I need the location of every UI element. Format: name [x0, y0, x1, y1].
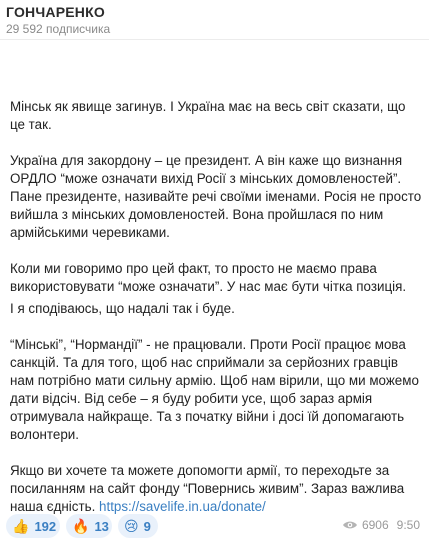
reaction-thumbs-up[interactable] — [6, 514, 60, 538]
thumbs-up-icon: 👍 — [12, 517, 30, 534]
post-paragraph: Якщо ви хочете та можете допомогти армії, то переходьте за посиланням на сайт фонду “Повернись живим”. Зараз важлива наша єдність. — [10, 463, 405, 514]
reaction-fire[interactable] — [66, 514, 112, 538]
post-paragraph: Мінськ як явище загинув. І Україна має на весь світ сказати, що це так. — [10, 99, 406, 132]
crying-face-icon: 😢 — [124, 517, 139, 534]
fire-icon: 🔥 — [72, 517, 90, 534]
subscriber-count: 29 592 подписчика — [6, 22, 111, 36]
post-paragraph: Україна для закордону – це президент. А він каже що визнання ОРДЛО “може означати вихід Росії з мінських домовленостей”. Пане президенте, називайте речі своїми іменами. Росія не просто вийшла з мінських домовленостей. Вона пройшлася по ним армійськими черевиками. — [10, 153, 422, 240]
eye-icon — [342, 520, 358, 530]
post-paragraph: І я сподіваюсь, що надалі так і буде. — [10, 301, 235, 316]
reaction-count: 13 — [94, 518, 109, 534]
reaction-count: 9 — [143, 518, 151, 534]
reaction-crying[interactable] — [118, 514, 158, 538]
post-body — [10, 98, 422, 534]
post-paragraph: Коли ми говоримо про цей факт, то просто не маємо права використовувати “може означати”. У нас має бути чітка позиція. — [10, 261, 407, 294]
channel-header — [0, 0, 429, 40]
donate-link[interactable]: https://savelife.in.ua/donate/ — [99, 499, 266, 514]
post-time: 9:50 — [396, 518, 420, 532]
post-footer — [6, 514, 424, 540]
view-count: 6906 — [361, 518, 389, 532]
reaction-count: 192 — [34, 518, 57, 534]
channel-name[interactable]: ГОНЧАРЕНКО — [6, 4, 105, 20]
post-paragraph: “Мінські”, “Нормандії” - не працювали. Проти Росії працює мова санкцій. Та для того, щоб нас сприймали за серйозних гравців нам потрібно мати сильну армію. Щоб нам вірили, що ми можемо дати відсіч. Від себе – я буду робити усе, щоб зараз армія отримувала найкраще. Та з початку війни і досі їй допомагають волонтери. — [10, 337, 419, 442]
post-paragraph-with-link — [10, 462, 422, 516]
post-meta — [342, 518, 420, 532]
